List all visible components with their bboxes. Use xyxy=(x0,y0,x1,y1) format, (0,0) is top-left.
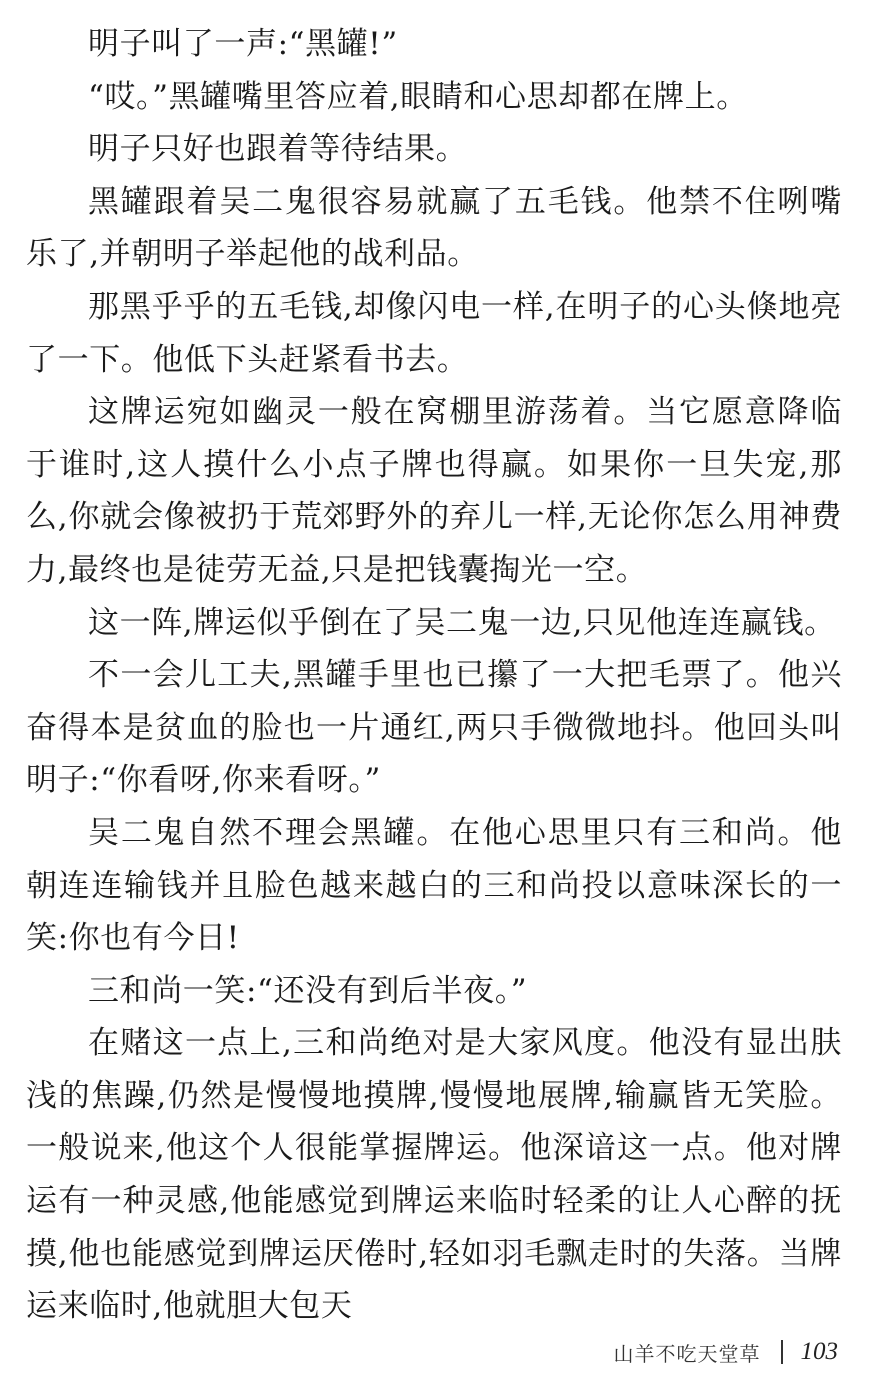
page-footer xyxy=(614,1332,839,1372)
paragraph-3: 明子只好也跟着等待结果。 xyxy=(88,131,468,168)
paragraph-6: 这牌运宛如幽灵一般在窝棚里游荡着。当它愿意降临于谁时,这人摸什么小点子牌也得赢。如果你一旦失宠,那么,你就会像被扔于荒郊野外的弃儿一样,无论你怎么用神费力,最终也是徒劳无益,只是把钱囊掏光一空。 xyxy=(26,394,842,588)
paragraph-7: 这一阵,牌运似乎倒在了吴二鬼一边,只见他连连赢钱。 xyxy=(88,604,836,641)
paragraph-11: 在赌这一点上,三和尚绝对是大家风度。他没有显出肤浅的焦躁,仍然是慢慢地摸牌,慢慢地展牌,输赢皆无笑脸。一般说来,他这个人很能掌握牌运。他深谙这一点。他对牌运有一种灵感,他能感觉到牌运来临时轻柔的让人心醉的抚摸,他也能感觉到牌运厌倦时,轻如羽毛飘走时的失落。当牌运来临时,他就胆大包天 xyxy=(26,1025,842,1325)
page-number: 103 xyxy=(800,1338,838,1365)
paragraph-5: 那黑乎乎的五毛钱,却像闪电一样,在明子的心头倏地亮了一下。他低下头赶紧看书去。 xyxy=(26,288,842,378)
footer-divider xyxy=(781,1340,783,1364)
paragraph-4: 黑罐跟着吴二鬼很容易就赢了五毛钱。他禁不住咧嘴乐了,并朝明子举起他的战利品。 xyxy=(26,183,842,273)
book-title: 山羊不吃天堂草 xyxy=(613,1341,761,1366)
paragraph-10: 三和尚一笑:“还没有到后半夜。” xyxy=(88,972,528,1009)
paragraph-1: 明子叫了一声:“黑罐!” xyxy=(88,26,398,62)
paragraph-8: 不一会儿工夫,黑罐手里也已攥了一大把毛票了。他兴奋得本是贫血的脸也一片通红,两只手微微地抖。他回头叫明子:“你看呀,你来看呀。” xyxy=(26,657,842,799)
paragraph-9: 吴二鬼自然不理会黑罐。在他心思里只有三和尚。他朝连连输钱并且脸色越来越白的三和尚投以意味深长的一笑:你也有今日! xyxy=(26,814,842,957)
page-body xyxy=(26,18,842,1333)
paragraph-2: “哎。”黑罐嘴里答应着,眼睛和心思却都在牌上。 xyxy=(88,78,748,115)
